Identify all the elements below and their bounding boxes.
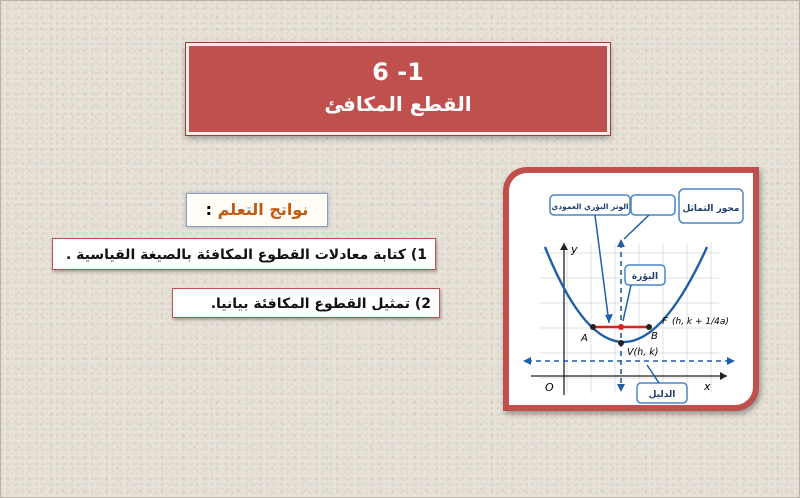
outcomes-heading-colon: : bbox=[205, 200, 213, 219]
lesson-number: 6 -1 bbox=[372, 58, 424, 86]
directrix-arrow-right-icon bbox=[727, 357, 735, 365]
outcome-item-2: 2) تمثيل القطوع المكافئة بيانيا. bbox=[172, 288, 440, 318]
x-axis-label: x bbox=[704, 380, 711, 393]
axis-of-symmetry-label: محور التماثل bbox=[682, 204, 740, 214]
directrix-arrow-left-icon bbox=[523, 357, 531, 365]
vertex-label: V(h, k) bbox=[627, 347, 659, 358]
directrix-label: الدليل bbox=[648, 390, 676, 400]
focus-coords-label: (h, k + 1/4a) bbox=[672, 317, 729, 327]
point-a-marker bbox=[590, 324, 596, 330]
axis-callout-small-box bbox=[631, 195, 675, 215]
focus-point-label: F bbox=[662, 316, 668, 327]
x-axis-arrow-icon bbox=[720, 372, 727, 380]
focus-label: البؤرة bbox=[631, 272, 659, 282]
latus-rectum-pointer-arrow-icon bbox=[605, 314, 613, 323]
y-axis-label: y bbox=[571, 243, 578, 256]
origin-label: O bbox=[545, 381, 554, 394]
point-a-label: A bbox=[581, 333, 588, 344]
point-b-label: B bbox=[651, 331, 658, 342]
parabola-diagram bbox=[503, 167, 759, 411]
latus-rectum-label: الوتر البؤري العمودي bbox=[551, 202, 629, 211]
outcome-item-1: 1) كتابة معادلات القطوع المكافئة بالصيغة القياسية . bbox=[52, 238, 436, 270]
point-b-marker bbox=[646, 324, 652, 330]
title-box bbox=[186, 43, 610, 135]
vertex-marker bbox=[618, 340, 624, 346]
outcomes-heading-text: نواتج التعلم bbox=[217, 200, 309, 219]
lesson-title: القطع المكافئ bbox=[324, 92, 472, 116]
axis-small-pointer bbox=[624, 215, 649, 239]
parabola-figure bbox=[509, 173, 753, 405]
latus-rectum-pointer bbox=[595, 215, 609, 323]
learning-outcomes-heading bbox=[186, 193, 328, 227]
symmetry-arrow-down-icon bbox=[617, 384, 625, 392]
focus-marker bbox=[618, 324, 624, 330]
directrix-pointer bbox=[647, 365, 659, 383]
symmetry-arrow-up-icon bbox=[617, 239, 625, 247]
